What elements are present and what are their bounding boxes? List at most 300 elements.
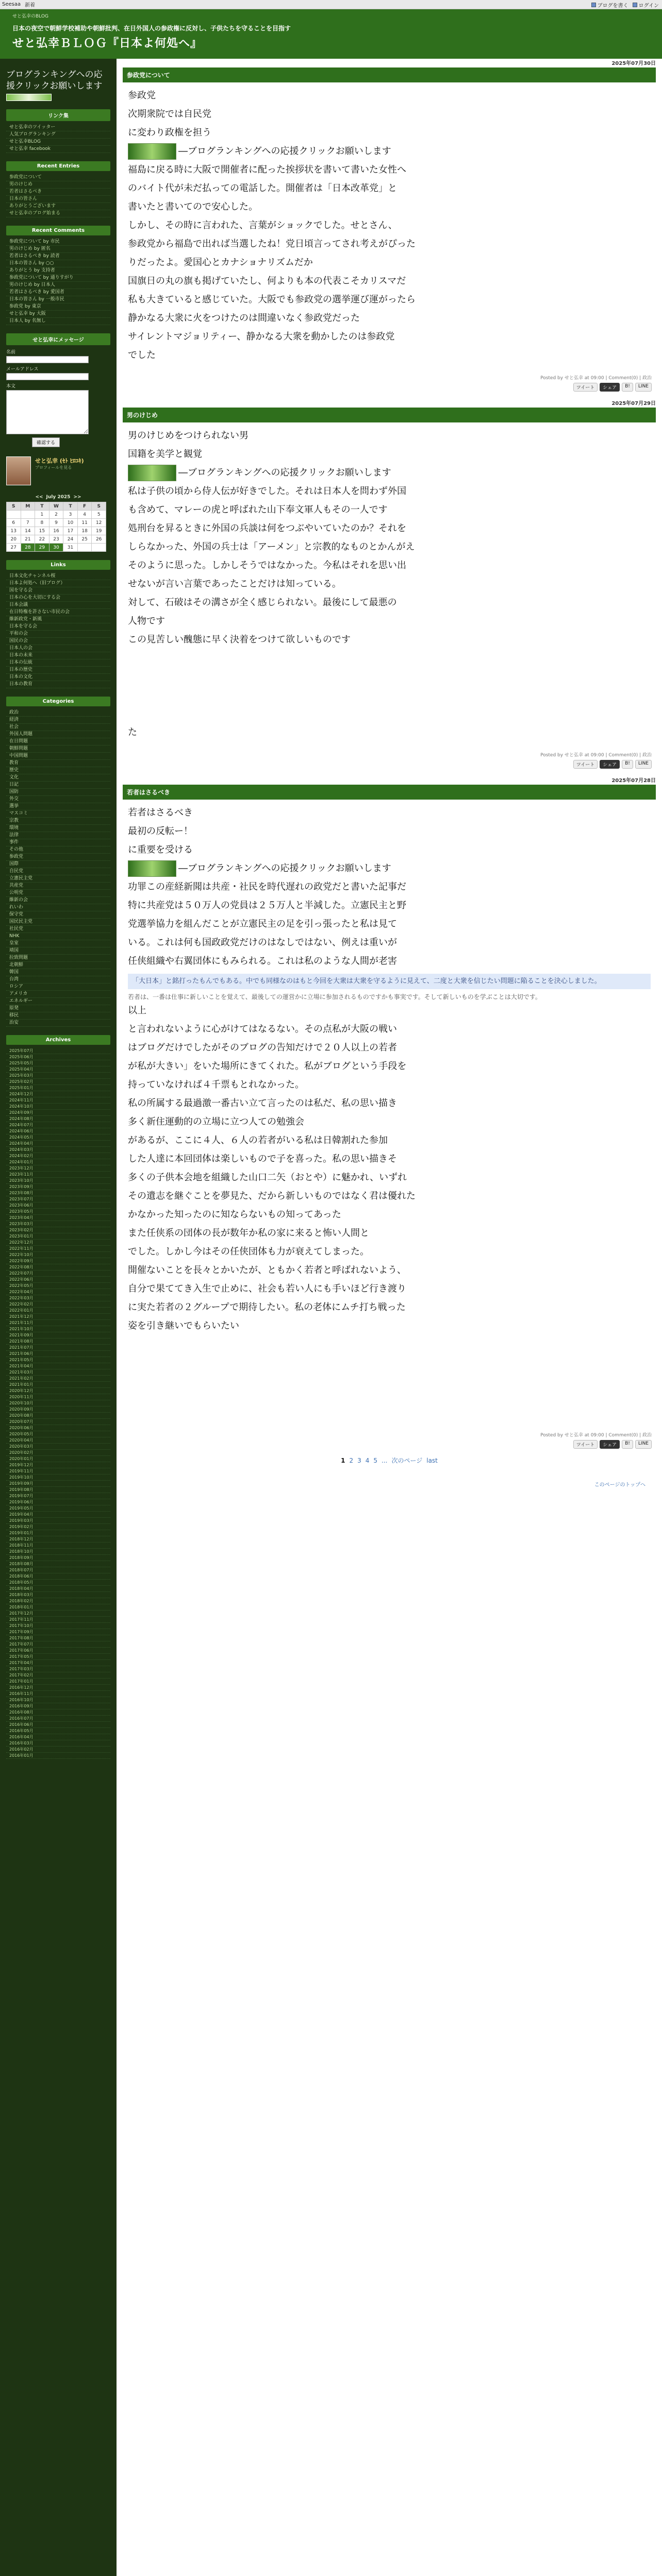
recent-comment-link[interactable]: 参政党について by 通りすがり: [6, 275, 110, 282]
category-link[interactable]: 社民党: [6, 926, 110, 933]
sidebar-link[interactable]: 人気ブログランキング: [6, 131, 110, 139]
external-link[interactable]: 国を守る会: [6, 587, 110, 595]
category-link[interactable]: 外交: [6, 796, 110, 803]
archive-link[interactable]: 2023年03月: [6, 1221, 110, 1227]
archive-link[interactable]: 2023年09月: [6, 1184, 110, 1190]
archive-link[interactable]: 2019年11月: [6, 1468, 110, 1475]
archive-link[interactable]: 2022年04月: [6, 1289, 110, 1295]
archive-link[interactable]: 2025年02月: [6, 1079, 110, 1085]
calendar-day[interactable]: 16: [49, 527, 63, 535]
calendar-day[interactable]: 24: [63, 535, 78, 544]
recent-comment-link[interactable]: 男のけじめ by 日本人: [6, 282, 110, 289]
external-link[interactable]: 日本よ何処へ（旧ブログ）: [6, 580, 110, 587]
archive-link[interactable]: 2025年04月: [6, 1066, 110, 1073]
archive-link[interactable]: 2018年04月: [6, 1586, 110, 1592]
archive-link[interactable]: 2022年12月: [6, 1240, 110, 1246]
calendar-day[interactable]: 15: [35, 527, 49, 535]
archive-link[interactable]: 2023年11月: [6, 1172, 110, 1178]
archive-link[interactable]: 2016年10月: [6, 1697, 110, 1703]
archive-link[interactable]: 2024年08月: [6, 1116, 110, 1122]
pager-link[interactable]: 5: [373, 1457, 378, 1464]
archive-link[interactable]: 2019年05月: [6, 1505, 110, 1512]
archive-link[interactable]: 2019年09月: [6, 1481, 110, 1487]
archive-link[interactable]: 2021年10月: [6, 1326, 110, 1332]
category-link[interactable]: 文化: [6, 774, 110, 782]
calendar-day[interactable]: 30: [49, 544, 63, 552]
top-bar: [0, 0, 662, 9]
category-link[interactable]: 外国人問題: [6, 731, 110, 738]
archive-link[interactable]: 2022年09月: [6, 1258, 110, 1264]
login-link[interactable]: [633, 1, 659, 9]
entry-line: かなかった知ったのに知ならないもの知ってあった: [128, 1209, 341, 1220]
archive-link[interactable]: 2017年02月: [6, 1672, 110, 1679]
ranking-row: [128, 859, 651, 878]
calendar-day[interactable]: 4: [77, 511, 92, 519]
archive-link[interactable]: 2021年11月: [6, 1320, 110, 1326]
profile-note[interactable]: プロフィールを見る: [35, 465, 72, 470]
recent-comment-link[interactable]: 男のけじめ by 匿名: [6, 246, 110, 253]
recent-comment-link[interactable]: せと弘幸 by 大阪: [6, 311, 110, 318]
ranking-text: ―ブログランキングへの応援クリックお願いします: [178, 467, 391, 478]
archive-link[interactable]: 2023年08月: [6, 1190, 110, 1196]
archive-link[interactable]: 2022年06月: [6, 1277, 110, 1283]
calendar-month: July 2025: [46, 495, 71, 500]
ranking-banner-icon[interactable]: [128, 860, 176, 877]
calendar-day[interactable]: 9: [49, 519, 63, 527]
archive-link[interactable]: 2020年12月: [6, 1388, 110, 1394]
calendar-day[interactable]: 26: [92, 535, 106, 544]
category-link[interactable]: ロシア: [6, 984, 110, 991]
external-link[interactable]: 日本会議: [6, 602, 110, 609]
category-link[interactable]: 教育: [6, 760, 110, 767]
archive-link[interactable]: 2023年12月: [6, 1165, 110, 1172]
calendar-day[interactable]: 22: [35, 535, 49, 544]
category-link[interactable]: 環境: [6, 825, 110, 832]
archive-link[interactable]: 2016年05月: [6, 1728, 110, 1734]
archive-link[interactable]: 2016年03月: [6, 1740, 110, 1747]
recent-comment-link[interactable]: 日本の皆さん by ○○: [6, 260, 110, 267]
category-link[interactable]: 宗教: [6, 818, 110, 825]
share-button[interactable]: LINE: [635, 760, 652, 769]
external-link[interactable]: 日本の文化: [6, 674, 110, 681]
recent-entry-link[interactable]: せと弘幸のブログ始まる: [6, 210, 110, 217]
share-buttons: [123, 383, 656, 392]
recent-comment-link[interactable]: ありがとう by 支持者: [6, 267, 110, 275]
archive-link[interactable]: 2024年05月: [6, 1134, 110, 1141]
share-button[interactable]: シェア: [600, 1440, 620, 1449]
calendar-day[interactable]: 19: [92, 527, 106, 535]
archive-link[interactable]: 2019年04月: [6, 1512, 110, 1518]
archive-link[interactable]: 2017年10月: [6, 1623, 110, 1629]
entry-title[interactable]: 若者はさるべき: [123, 785, 656, 800]
archive-link[interactable]: 2020年05月: [6, 1431, 110, 1437]
entry-title[interactable]: 参政党について: [123, 67, 656, 82]
pager-link[interactable]: 2: [349, 1457, 354, 1464]
archive-link[interactable]: 2021年09月: [6, 1332, 110, 1338]
archive-link[interactable]: 2022年02月: [6, 1301, 110, 1308]
calendar-weekday: S: [7, 502, 21, 511]
external-link[interactable]: 日本の歴史: [6, 667, 110, 674]
ranking-banner-icon[interactable]: [128, 143, 176, 160]
archive-link[interactable]: 2017年09月: [6, 1629, 110, 1635]
archive-link[interactable]: 2024年01月: [6, 1159, 110, 1165]
category-link[interactable]: 政治: [6, 709, 110, 717]
recent-entry-link[interactable]: ありがとうございます: [6, 203, 110, 210]
archive-link[interactable]: 2021年01月: [6, 1382, 110, 1388]
category-link[interactable]: 社会: [6, 724, 110, 731]
archive-link[interactable]: 2017年11月: [6, 1617, 110, 1623]
main-content: [123, 59, 656, 1488]
share-button[interactable]: LINE: [635, 383, 652, 392]
archive-link[interactable]: 2020年06月: [6, 1425, 110, 1431]
calendar-weekday: T: [63, 502, 78, 511]
archive-link[interactable]: 2021年04月: [6, 1363, 110, 1369]
archive-link[interactable]: 2023年05月: [6, 1209, 110, 1215]
archive-link[interactable]: 2017年04月: [6, 1660, 110, 1666]
recent-comment-link[interactable]: 日本人 by 名無し: [6, 318, 110, 325]
archive-link[interactable]: 2018年10月: [6, 1549, 110, 1555]
external-link[interactable]: 日本の教育: [6, 681, 110, 688]
archive-link[interactable]: 2017年08月: [6, 1635, 110, 1641]
category-link[interactable]: 国防: [6, 789, 110, 796]
category-link[interactable]: 皇室: [6, 940, 110, 947]
archive-link[interactable]: 2018年09月: [6, 1555, 110, 1561]
archive-link[interactable]: 2024年10月: [6, 1104, 110, 1110]
archive-link[interactable]: 2020年04月: [6, 1437, 110, 1444]
recent-comment-link[interactable]: 参政党について by 市民: [6, 239, 110, 246]
write-blog-link[interactable]: [591, 1, 628, 9]
entry-line: 次期衆院では自民党: [128, 109, 211, 120]
recent-entry-link[interactable]: 参政党について: [6, 174, 110, 181]
category-link[interactable]: 韓国: [6, 969, 110, 976]
archive-link[interactable]: 2021年02月: [6, 1376, 110, 1382]
entry-line: 国籍を美学と観覚: [128, 449, 202, 460]
archive-link[interactable]: 2024年11月: [6, 1097, 110, 1104]
recent-entry-link[interactable]: 若者はさるべき: [6, 189, 110, 196]
archive-link[interactable]: 2022年08月: [6, 1264, 110, 1270]
category-link[interactable]: 事件: [6, 839, 110, 846]
external-link[interactable]: 維新政党・新風: [6, 616, 110, 623]
category-link[interactable]: 法律: [6, 832, 110, 839]
recent-entry-link[interactable]: 男のけじめ: [6, 181, 110, 189]
archive-link[interactable]: 2021年05月: [6, 1357, 110, 1363]
category-link[interactable]: 朝鮮問題: [6, 745, 110, 753]
category-link[interactable]: 台湾: [6, 976, 110, 984]
archive-link[interactable]: 2019年02月: [6, 1524, 110, 1530]
archive-link[interactable]: 2023年07月: [6, 1196, 110, 1202]
archive-link[interactable]: 2018年07月: [6, 1567, 110, 1573]
calendar-day[interactable]: 1: [35, 511, 49, 519]
archive-link[interactable]: 2020年03月: [6, 1444, 110, 1450]
category-link[interactable]: 国際: [6, 861, 110, 868]
archive-link[interactable]: 2016年01月: [6, 1753, 110, 1759]
archive-link[interactable]: 2018年01月: [6, 1604, 110, 1611]
archive-link[interactable]: 2016年07月: [6, 1716, 110, 1722]
calendar-day[interactable]: 14: [21, 527, 35, 535]
calendar-day: [7, 511, 21, 519]
archive-link[interactable]: 2021年07月: [6, 1345, 110, 1351]
archive-link[interactable]: 2020年11月: [6, 1394, 110, 1400]
pager-link[interactable]: 1: [341, 1457, 345, 1464]
external-link[interactable]: 国民の会: [6, 638, 110, 645]
archive-link[interactable]: 2017年06月: [6, 1648, 110, 1654]
archive-link[interactable]: 2025年07月: [6, 1048, 110, 1054]
entry-title[interactable]: 男のけじめ: [123, 408, 656, 422]
entry-line: 最初の反転ー！: [128, 826, 193, 837]
archive-link[interactable]: 2025年03月: [6, 1073, 110, 1079]
calendar-next[interactable]: >>: [73, 495, 81, 500]
archive-link[interactable]: 2016年11月: [6, 1691, 110, 1697]
sidebar-link[interactable]: せと弘幸 facebook: [6, 146, 110, 153]
calendar-prev[interactable]: <<: [35, 495, 43, 500]
entry-footer: Posted by せと弘幸 at 09:00 | Comment(0) | 政治: [540, 1433, 652, 1438]
archive-link[interactable]: 2018年11月: [6, 1543, 110, 1549]
archive-link[interactable]: 2018年08月: [6, 1561, 110, 1567]
archive-link[interactable]: 2016年06月: [6, 1722, 110, 1728]
share-button[interactable]: シェア: [600, 383, 620, 392]
archive-link[interactable]: 2023年04月: [6, 1215, 110, 1221]
calendar-day[interactable]: 28: [21, 544, 35, 552]
archive-link[interactable]: 2023年06月: [6, 1202, 110, 1209]
category-link[interactable]: アメリカ: [6, 991, 110, 998]
recent-comment-link[interactable]: 若者はさるべき by 読者: [6, 253, 110, 260]
share-button[interactable]: ツイート: [573, 383, 598, 392]
seesaa-logo[interactable]: Seesaa: [2, 2, 21, 7]
archive-link[interactable]: 2025年06月: [6, 1054, 110, 1060]
archive-link[interactable]: 2019年07月: [6, 1493, 110, 1499]
external-link[interactable]: 日本の心を大切にする会: [6, 595, 110, 602]
archive-link[interactable]: 2019年06月: [6, 1499, 110, 1505]
share-button[interactable]: シェア: [600, 760, 620, 769]
share-button[interactable]: ツイート: [573, 760, 598, 769]
category-link[interactable]: 公明党: [6, 890, 110, 897]
ranking-banner[interactable]: [6, 94, 52, 101]
calendar-day[interactable]: 25: [77, 535, 92, 544]
entry-line: はブログだけでしたがそのブログの告知だけで２０人以上の若者: [128, 1042, 397, 1053]
calendar-day[interactable]: 23: [49, 535, 63, 544]
archive-link[interactable]: 2017年03月: [6, 1666, 110, 1672]
calendar-day[interactable]: 10: [63, 519, 78, 527]
archive-link[interactable]: 2024年02月: [6, 1153, 110, 1159]
mail-body-textarea[interactable]: [6, 390, 89, 434]
external-link[interactable]: 日本の伝統: [6, 659, 110, 667]
entry-line: そのように思った。しかしそうではなかった。今私はそれを思い出: [128, 560, 406, 571]
archive-link[interactable]: 2018年02月: [6, 1598, 110, 1604]
category-link[interactable]: エネルギー: [6, 998, 110, 1005]
calendar-day[interactable]: 2: [49, 511, 63, 519]
links-title: リンク集: [6, 109, 110, 121]
pager-link[interactable]: ...: [382, 1457, 388, 1464]
calendar-day[interactable]: 11: [77, 519, 92, 527]
archive-link[interactable]: 2024年06月: [6, 1128, 110, 1134]
archive-link[interactable]: 2016年02月: [6, 1747, 110, 1753]
entry-line: しかし、その時に言われた、言葉がショックでした。せとさん、: [128, 220, 398, 231]
archive-link[interactable]: 2018年12月: [6, 1536, 110, 1543]
archive-link[interactable]: 2019年01月: [6, 1530, 110, 1536]
archive-link[interactable]: 2017年01月: [6, 1679, 110, 1685]
pencil-icon: [591, 3, 596, 7]
category-link[interactable]: 選挙: [6, 803, 110, 810]
archive-link[interactable]: 2019年10月: [6, 1475, 110, 1481]
calendar-day[interactable]: 17: [63, 527, 78, 535]
category-link[interactable]: NHK: [6, 933, 110, 940]
category-link[interactable]: 在日問題: [6, 738, 110, 745]
share-button[interactable]: LINE: [635, 1440, 652, 1449]
archive-link[interactable]: 2019年08月: [6, 1487, 110, 1493]
category-link[interactable]: 北朝鮮: [6, 962, 110, 969]
archive-link[interactable]: 2021年08月: [6, 1338, 110, 1345]
external-link[interactable]: 日本文化チャンネル桜: [6, 573, 110, 580]
category-link[interactable]: 歴史: [6, 767, 110, 774]
sidebar-link[interactable]: せと弘幸のツイッター: [6, 124, 110, 131]
blog-title[interactable]: せと弘幸ＢＬＯＧ『日本よ何処へ』: [12, 37, 203, 50]
archive-link[interactable]: 2024年12月: [6, 1091, 110, 1097]
avatar[interactable]: [6, 456, 31, 485]
archive-link[interactable]: 2024年09月: [6, 1110, 110, 1116]
archive-link[interactable]: 2018年06月: [6, 1573, 110, 1580]
external-link[interactable]: 平和の会: [6, 631, 110, 638]
archive-link[interactable]: 2016年08月: [6, 1709, 110, 1716]
external-link[interactable]: 在日特権を許さない市民の会: [6, 609, 110, 616]
category-link[interactable]: れいわ: [6, 904, 110, 911]
archive-link[interactable]: 2021年03月: [6, 1369, 110, 1376]
sidebar-link[interactable]: せと弘幸BLOG: [6, 139, 110, 146]
archive-link[interactable]: 2016年04月: [6, 1734, 110, 1740]
archive-link[interactable]: 2022年03月: [6, 1295, 110, 1301]
external-link[interactable]: 日本を守る会: [6, 623, 110, 631]
archive-link[interactable]: 2017年12月: [6, 1611, 110, 1617]
archive-link[interactable]: 2020年10月: [6, 1400, 110, 1406]
pager-link[interactable]: last: [426, 1457, 438, 1464]
categories-list: [6, 709, 110, 1027]
archive-link[interactable]: 2025年05月: [6, 1060, 110, 1066]
category-link[interactable]: 拉致問題: [6, 955, 110, 962]
archive-link[interactable]: 2016年09月: [6, 1703, 110, 1709]
archive-link[interactable]: 2020年02月: [6, 1450, 110, 1456]
archive-link[interactable]: 2022年05月: [6, 1283, 110, 1289]
archive-link[interactable]: 2024年07月: [6, 1122, 110, 1128]
archive-link[interactable]: 2018年03月: [6, 1592, 110, 1598]
share-button[interactable]: B!: [622, 760, 633, 769]
archive-link[interactable]: 2020年07月: [6, 1419, 110, 1425]
archive-link[interactable]: 2020年09月: [6, 1406, 110, 1413]
pager-link[interactable]: 次のページ: [391, 1457, 423, 1464]
pager-link[interactable]: 3: [357, 1457, 361, 1464]
calendar-day[interactable]: 31: [63, 544, 78, 552]
category-link[interactable]: 移民: [6, 1012, 110, 1020]
category-link[interactable]: 自民党: [6, 868, 110, 875]
calendar-weekday: F: [77, 502, 92, 511]
mail-confirm-button[interactable]: 確認する: [32, 437, 60, 447]
mail-name-input[interactable]: [6, 356, 89, 363]
new-link[interactable]: 新着: [25, 3, 36, 8]
archive-link[interactable]: 2020年08月: [6, 1413, 110, 1419]
category-link[interactable]: 原発: [6, 1005, 110, 1012]
archive-link[interactable]: 2016年12月: [6, 1685, 110, 1691]
archive-link[interactable]: 2017年05月: [6, 1654, 110, 1660]
ranking-banner-icon[interactable]: [128, 465, 176, 481]
entries: [123, 59, 656, 1449]
entry-line: と言われないように心がけてはなるない。その点私が大阪の戦い: [128, 1024, 397, 1035]
category-link[interactable]: 日記: [6, 782, 110, 789]
category-link[interactable]: 維新の会: [6, 897, 110, 904]
calendar-day[interactable]: 5: [92, 511, 106, 519]
profile-name[interactable]: せと弘幸 (ｾﾄ ﾋﾛﾕｷ): [35, 457, 84, 464]
archive-link[interactable]: 2019年12月: [6, 1462, 110, 1468]
entry-line: 書いたと書いてので安心した。: [128, 201, 258, 212]
entry-line: その遺志を継ぐことを夢見た、だから新しいものではなく君は優れた: [128, 1191, 416, 1201]
share-button[interactable]: B!: [622, 383, 633, 392]
archive-link[interactable]: 2025年01月: [6, 1085, 110, 1091]
category-link[interactable]: 共産党: [6, 883, 110, 890]
category-link[interactable]: 経済: [6, 717, 110, 724]
entry-line: に実た若者の２グループで期待したい。私の老体にムチ打ち戦った: [128, 1302, 406, 1313]
calendar-day: [21, 511, 35, 519]
category-link[interactable]: 参政党: [6, 854, 110, 861]
archive-link[interactable]: 2021年06月: [6, 1351, 110, 1357]
mail-address-input[interactable]: [6, 373, 89, 380]
archive-link[interactable]: 2021年12月: [6, 1314, 110, 1320]
entry-body: [123, 422, 656, 746]
category-link[interactable]: マスコミ: [6, 810, 110, 818]
share-button[interactable]: B!: [622, 1440, 633, 1449]
category-link[interactable]: 国民民主党: [6, 919, 110, 926]
category-link[interactable]: 治安: [6, 1020, 110, 1027]
header-small-link[interactable]: せと弘幸のBLOG: [12, 14, 48, 19]
category-link[interactable]: 立憲民主党: [6, 875, 110, 883]
calendar-day[interactable]: 18: [77, 527, 92, 535]
category-link[interactable]: 中国問題: [6, 753, 110, 760]
archive-link[interactable]: 2022年11月: [6, 1246, 110, 1252]
archive-link[interactable]: 2018年05月: [6, 1580, 110, 1586]
category-link[interactable]: その他: [6, 846, 110, 854]
recent-comment-link[interactable]: 若者はさるべき by 愛国者: [6, 289, 110, 296]
calendar-day[interactable]: 12: [92, 519, 106, 527]
calendar-day[interactable]: 13: [7, 527, 21, 535]
archive-link[interactable]: 2022年07月: [6, 1270, 110, 1277]
calendar-day[interactable]: 7: [21, 519, 35, 527]
recent-entries-list: [6, 174, 110, 217]
calendar-day[interactable]: 20: [7, 535, 21, 544]
archive-link[interactable]: 2023年02月: [6, 1227, 110, 1233]
archive-link[interactable]: 2023年01月: [6, 1233, 110, 1240]
recent-entry-link[interactable]: 日本の皆さん: [6, 196, 110, 203]
share-button[interactable]: ツイート: [573, 1440, 598, 1449]
archive-link[interactable]: 2023年10月: [6, 1178, 110, 1184]
external-link[interactable]: 日本人の会: [6, 645, 110, 652]
category-link[interactable]: 靖国: [6, 947, 110, 955]
calendar-day[interactable]: 6: [7, 519, 21, 527]
archive-link[interactable]: 2024年03月: [6, 1147, 110, 1153]
calendar-day[interactable]: 3: [63, 511, 78, 519]
archive-link[interactable]: 2020年01月: [6, 1456, 110, 1462]
archive-link[interactable]: 2022年01月: [6, 1308, 110, 1314]
archive-link[interactable]: 2024年04月: [6, 1141, 110, 1147]
external-link[interactable]: 日本の未来: [6, 652, 110, 659]
calendar-day[interactable]: 27: [7, 544, 21, 552]
archive-link[interactable]: 2022年10月: [6, 1252, 110, 1258]
pager-link[interactable]: 4: [365, 1457, 370, 1464]
recent-comment-link[interactable]: 参政党 by 東京: [6, 303, 110, 311]
archive-link[interactable]: 2019年03月: [6, 1518, 110, 1524]
recent-comment-link[interactable]: 日本の皆さん by 一般市民: [6, 296, 110, 303]
calendar-day[interactable]: 29: [35, 544, 49, 552]
page-top-link[interactable]: このページのトップへ: [594, 1482, 646, 1488]
calendar-day[interactable]: 8: [35, 519, 49, 527]
calendar-day[interactable]: 21: [21, 535, 35, 544]
archive-link[interactable]: 2017年07月: [6, 1641, 110, 1648]
category-link[interactable]: 保守党: [6, 911, 110, 919]
